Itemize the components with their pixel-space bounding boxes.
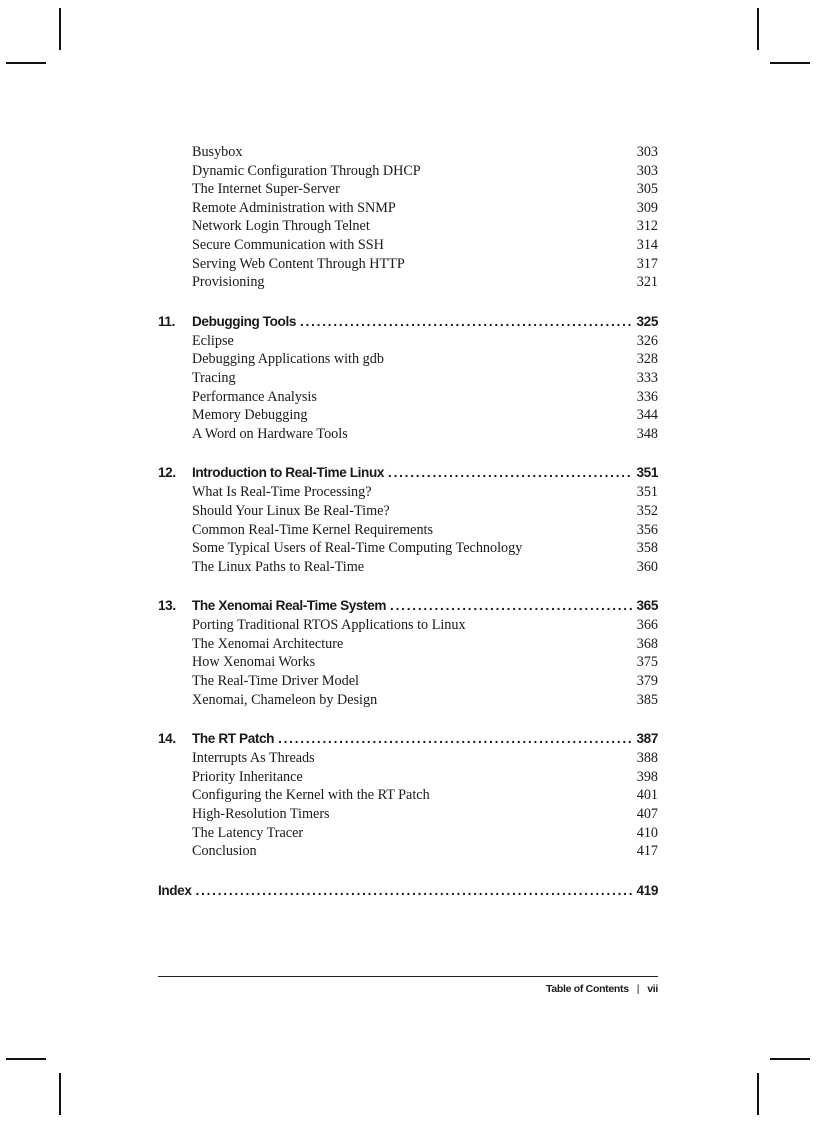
chapter-section-list	[158, 749, 658, 861]
toc-item-title: Priority Inheritance	[192, 768, 303, 785]
toc-item-page: 401	[636, 787, 658, 804]
crop-mark	[6, 1058, 46, 1060]
chapter-page: 325	[636, 313, 658, 329]
toc-item[interactable]	[158, 635, 658, 654]
chapter-section-list	[158, 616, 658, 709]
chapter-page: 387	[636, 731, 658, 747]
toc-item-title: What Is Real-Time Processing?	[192, 484, 372, 501]
toc-item-title: Tracing	[192, 369, 236, 386]
toc-item-title: Debugging Applications with gdb	[192, 351, 384, 368]
crop-mark	[770, 1058, 810, 1060]
toc-item[interactable]	[158, 236, 658, 255]
chapter-page: 365	[636, 598, 658, 614]
toc-item[interactable]	[158, 143, 658, 162]
page-footer	[546, 983, 658, 995]
toc-item-page: 312	[636, 218, 658, 235]
toc-item-page: 314	[636, 236, 658, 253]
index-title: Index	[158, 882, 192, 898]
toc-item[interactable]	[158, 672, 658, 691]
toc-item[interactable]	[158, 199, 658, 218]
toc-item-title: Some Typical Users of Real-Time Computing Technology	[192, 540, 523, 557]
toc-item[interactable]	[158, 388, 658, 407]
chapter-page: 351	[636, 465, 658, 481]
crop-mark	[757, 8, 759, 50]
toc-item-page: 407	[636, 806, 658, 823]
toc-item-page: 326	[636, 332, 658, 349]
toc-item-page: 388	[636, 750, 658, 767]
toc-item-title: Remote Administration with SNMP	[192, 199, 396, 216]
leader-dots	[388, 462, 633, 483]
toc-item-title: Configuring the Kernel with the RT Patch	[192, 787, 430, 804]
chapter-number: 11.	[158, 313, 175, 329]
chapter-title: The Xenomai Real-Time System	[192, 598, 387, 614]
toc-item[interactable]	[158, 425, 658, 444]
toc-item[interactable]	[158, 217, 658, 236]
toc-item[interactable]	[158, 332, 658, 351]
toc-item-page: 360	[636, 558, 658, 575]
toc-item-title: Should Your Linux Be Real-Time?	[192, 502, 390, 519]
toc-item[interactable]	[158, 616, 658, 635]
toc-item-title: A Word on Hardware Tools	[192, 425, 348, 442]
footer-section-title: Table of Contents	[545, 983, 629, 995]
toc-item-page: 358	[636, 540, 658, 557]
toc-item-title: High-Resolution Timers	[192, 806, 330, 823]
toc-item[interactable]	[158, 824, 658, 843]
toc-item-page: 379	[636, 673, 658, 690]
toc-item-page: 352	[636, 502, 658, 519]
toc-item-page: 344	[636, 407, 658, 424]
index-page: 419	[636, 882, 658, 898]
toc-item[interactable]	[158, 842, 658, 861]
toc-item-title: Porting Traditional RTOS Applications to Linux	[192, 617, 466, 634]
toc-item-page: 410	[636, 824, 658, 841]
toc-item-title: Network Login Through Telnet	[192, 218, 370, 235]
toc-item-page: 366	[636, 617, 658, 634]
toc-item[interactable]	[158, 162, 658, 181]
table-of-contents	[158, 143, 658, 901]
toc-item-title: Dynamic Configuration Through DHCP	[192, 162, 421, 179]
toc-item[interactable]	[158, 483, 658, 502]
toc-item-title: Performance Analysis	[192, 388, 317, 405]
crop-mark	[59, 1073, 61, 1115]
toc-item[interactable]	[158, 255, 658, 274]
toc-item[interactable]	[158, 502, 658, 521]
toc-item-title: The Xenomai Architecture	[192, 635, 344, 652]
toc-item[interactable]	[158, 521, 658, 540]
leader-dots	[390, 595, 632, 616]
toc-item-title: Serving Web Content Through HTTP	[192, 255, 405, 272]
chapter-heading[interactable]	[158, 462, 658, 483]
chapter-title: Introduction to Real-Time Linux	[192, 465, 385, 481]
toc-item[interactable]	[158, 768, 658, 787]
toc-index-entry[interactable]	[158, 880, 658, 901]
toc-item[interactable]	[158, 350, 658, 369]
toc-item[interactable]	[158, 273, 658, 292]
toc-item-title: Xenomai, Chameleon by Design	[192, 691, 378, 708]
leader-dots	[278, 728, 632, 749]
crop-mark	[59, 8, 61, 50]
toc-item-page: 385	[636, 691, 658, 708]
toc-item-page: 398	[636, 768, 658, 785]
chapter-list	[158, 311, 658, 861]
toc-item[interactable]	[158, 180, 658, 199]
toc-item[interactable]	[158, 786, 658, 805]
toc-item-title: The Linux Paths to Real-Time	[192, 558, 365, 575]
toc-item[interactable]	[158, 369, 658, 388]
toc-item-page: 317	[636, 255, 658, 272]
chapter-section-list	[158, 332, 658, 444]
toc-item-page: 351	[636, 484, 658, 501]
toc-item-page: 328	[636, 351, 658, 368]
toc-item-title: Eclipse	[192, 332, 234, 349]
toc-item[interactable]	[158, 653, 658, 672]
continued-section-items	[158, 143, 658, 292]
toc-item[interactable]	[158, 558, 658, 577]
chapter-title: Debugging Tools	[192, 313, 296, 329]
leader-dots	[300, 311, 633, 332]
toc-item-page: 368	[636, 635, 658, 652]
crop-mark	[757, 1073, 759, 1115]
footer-separator: |	[636, 983, 640, 995]
toc-item-page: 356	[636, 521, 658, 538]
chapter-section-list	[158, 483, 658, 576]
chapter-heading[interactable]	[158, 728, 658, 749]
toc-item-title: The Internet Super-Server	[192, 181, 340, 198]
chapter-number: 14.	[158, 731, 176, 747]
toc-item-title: The Real-Time Driver Model	[192, 673, 359, 690]
toc-item[interactable]	[158, 749, 658, 768]
toc-item-title: How Xenomai Works	[192, 654, 316, 671]
footer-rule	[158, 976, 658, 977]
toc-item-page: 309	[636, 199, 658, 216]
chapter-title: The RT Patch	[192, 731, 275, 747]
chapter-heading[interactable]	[158, 311, 658, 332]
toc-item-page: 333	[636, 369, 658, 386]
toc-item-page: 303	[636, 162, 658, 179]
toc-item-title: Interrupts As Threads	[192, 750, 315, 767]
toc-item-title: Secure Communication with SSH	[192, 236, 384, 253]
toc-item-title: Conclusion	[192, 843, 257, 860]
footer-page-number: vii	[647, 983, 658, 995]
leader-dots	[196, 880, 633, 901]
toc-item[interactable]	[158, 805, 658, 824]
toc-item-title: Busybox	[192, 144, 243, 160]
toc-item-page: 348	[636, 425, 658, 442]
toc-item-title: Provisioning	[192, 274, 265, 291]
toc-item[interactable]	[158, 406, 658, 425]
chapter-number: 13.	[158, 598, 176, 614]
toc-item-title: Memory Debugging	[192, 407, 308, 424]
toc-item-page: 305	[636, 181, 658, 198]
toc-item[interactable]	[158, 539, 658, 558]
toc-item-page: 417	[636, 843, 658, 860]
toc-item-page: 336	[636, 388, 658, 405]
toc-item-page: 375	[636, 654, 658, 671]
chapter-heading[interactable]	[158, 595, 658, 616]
crop-mark	[770, 62, 810, 64]
toc-item-title: The Latency Tracer	[192, 824, 304, 841]
chapter-number: 12.	[158, 465, 176, 481]
crop-mark	[6, 62, 46, 64]
toc-item-page: 321	[636, 274, 658, 291]
toc-item-page: 303	[636, 144, 658, 160]
toc-item-title: Common Real-Time Kernel Requirements	[192, 521, 434, 538]
toc-item[interactable]	[158, 691, 658, 710]
